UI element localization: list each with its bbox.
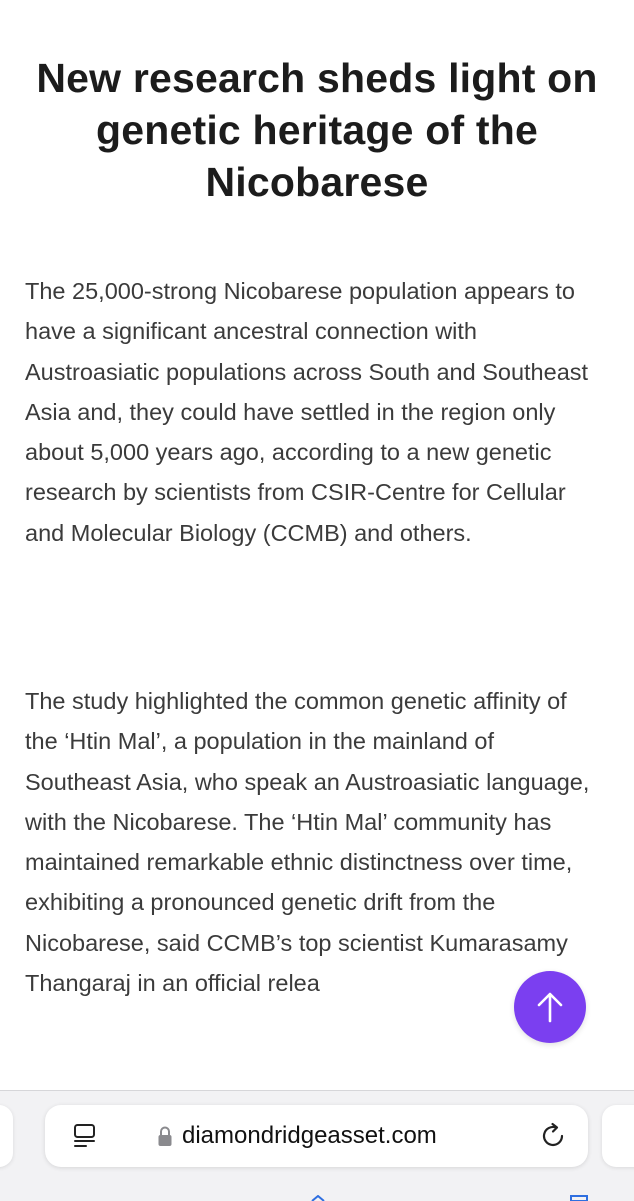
scroll-to-top-button[interactable] xyxy=(514,971,586,1043)
toolbar-partial-icon xyxy=(311,1195,325,1201)
article-paragraph: The 25,000-strong Nicobarese population appears to have a significant ancestral connection with Austroasiatic populations across South and Southeast Asia and, they could have settled in the region only about 5,000 years ago, according to a new genetic research by scientists from CSIR-Centre for Cellular and Molecular Biology (CCMB) and others. xyxy=(25,278,589,546)
arrow-up-icon xyxy=(535,990,565,1024)
url-text[interactable]: diamondridgeasset.com xyxy=(182,1122,437,1149)
next-tab-preview[interactable] xyxy=(602,1105,634,1167)
browser-toolbar xyxy=(0,1090,634,1201)
lock-icon xyxy=(157,1125,173,1147)
reload-icon[interactable] xyxy=(538,1121,568,1151)
address-bar[interactable] xyxy=(45,1105,588,1167)
article-headline: New research sheds light on genetic heritage of the Nicobarese xyxy=(36,55,598,205)
article-paragraph: The study highlighted the common genetic affinity of the ‘Htin Mal’, a population in the mainland of Southeast Asia, who speak an Austroasiatic language, with the Nicobarese. The ‘Htin Mal’ community has maintained remarkable ethnic distinctness over time, exhibiting a pronounced genetic drift from the Nicobarese, said CCMB’s top scientist Kumarasamy Thangaraj in an official relea xyxy=(25,688,590,997)
reader-mode-icon[interactable] xyxy=(71,1122,99,1150)
toolbar-partial-icon xyxy=(570,1195,588,1201)
previous-tab-preview[interactable] xyxy=(0,1105,13,1167)
